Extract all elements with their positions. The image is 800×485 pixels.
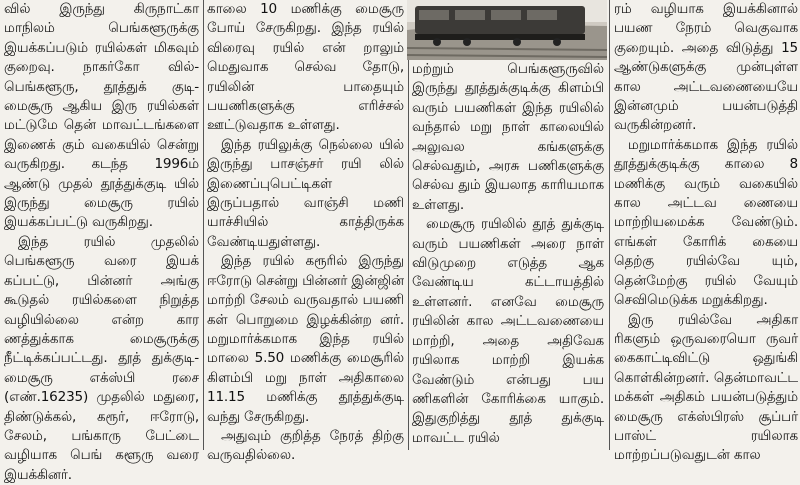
column-1-paragraph-2: இந்த ரயில் முதலில் பெங்களூரு வரை இயக் கப்பட்டு, பின்னர் அங்கு கூடுதல் ரயில்களை நிறுத்த வழியில்லை என்ற கார ணத்துக்காக மைசூருக்கு நீட்டிக்கப்பட்டது. தூத் துக்குடி- மைசூரு எக்ஸ்பி ரசை (எண்.16235) முதலில் மதுரை, திண்டுக்கல், கரூர், ஈரோடு, சேலம், பங்காரு பேட்டை வழியாக பெங் களூரு வரை இயக்கினர்.	[4, 233, 199, 483]
column-2-paragraph-2: இந்த ரயிலுக்கு நெல்லை யில் இருந்து பாசஞ்சர் ரயி லில் இணைப்புபெட்டிகள் இருப்பதால் வாஞ்சி மணி யாச்சியில் காத்திருக்க வேண்டியதுள்ளது.	[207, 136, 404, 250]
column-3-paragraph-1: மற்றும் பெங்களூருவில் இருந்து தூத்துக்குடிக்கு கிளம்பி வரும் பயணிகள் இந்த ரயிலில் வந்தால் மறு நாள் காலையில் அலுவல கங்களுக்கு செல்வதும், அரசு பணிகளுக்கு செல்வ தும் இயலாத காரியமாக உள்ளது.	[412, 61, 604, 213]
column-4-paragraph-1: ரம் வழியாக இயக்கினால் பயண நேரம் வெகுவாக குறையும். அதை விடுத்து 15 ஆண்டுகளுக்கு முன்புள்ள கால அட்டவணையையே இன்னமும் பயன்படுத்தி வருகின்றனர்.	[614, 1, 798, 134]
column-divider	[203, 0, 204, 450]
column-3	[412, 60, 604, 450]
column-4	[614, 0, 798, 464]
column-divider	[609, 0, 610, 450]
column-1	[4, 0, 199, 483]
column-2-paragraph-4: அதுவும் குறித்த நேரத் திற்கு வருவதில்லை.	[207, 427, 404, 464]
column-2-paragraph-3: இந்த ரயில் கரூரில் இருந்து ஈரோடு சென்று பின்னர் இன்ஜின் மாற்றி சேலம் வருவதால் பயணி கள் பொறுமை இழக்கின்ற னர். மறுமார்க்கமாக இந்த ரயில் மாலை 5.50 மணிக்கு மைசூரில் கிளம்பி மறு நாள் அதிகாலை 11.15 மணிக்கு தூத்துக்குடி வந்து சேருகிறது.	[207, 253, 404, 425]
column-2-paragraph-1: காலை 10 மணிக்கு மைசூரு போய் சேருகிறது. இந்த ரயில் விரைவு ரயில் என் றாலும் மெதுவாக செல்வ தோடு, ரயிலின் பாதையும் பயணிகளுக்கு எரிச்சல் ஊட்டுவதாக உள்ளது.	[207, 1, 404, 134]
column-4-paragraph-3: இரு ரயில்வே அதிகா ரிகளும் ஒருவரையொ ருவர் கைகாட்டிவிட்டு ஒதுங்கி கொள்கின்றனர். தென்மாவட்ட மக்கள் அதிகம் பயன்படுத்தும் மைசூரு எக்ஸ்பிரஸ் சூப்பர் பாஸ்ட் ரயிலாக மாற்றப்படுவதுடன் கால	[614, 311, 798, 464]
column-4-paragraph-2: மறுமார்க்கமாக இந்த ரயில் தூத்துக்குடிக்கு காலை 8 மணிக்கு வரும் வகையில் கால அட்டவ ணையை மாற்றியமைக்க வேண்டும். எங்கள் கோரிக் கையை தெற்கு ரயில்வே யும், தென்மேற்கு ரயில் வேயும் செவிமெடுக்க மறுக்கிறது.	[614, 136, 798, 309]
train-photo-graphic	[407, 0, 607, 60]
column-1-paragraph-1: வில் இருந்து கிருநாட்கா மாநிலம் பெங்களூருக்கு இயக்கப்படும் ரயில்கள் மிகவும் குறைவு. நாகர்கோ வில்-பெங்களூரு, தூத்துக் குடி-மைசூரு ஆகிய இரு ரயில்கள் மட்டுமே தென் மாவட்டங்களை இணைக் கும் வகையில் சென்று வருகிறது. கடந்த 1996ம் ஆண்டு முதல் தூத்துக்குடி யில் இருந்து மைசூரு ரயில் இயக்கப்பட்டு வருகிறது.	[4, 1, 199, 231]
column-2	[207, 0, 404, 464]
column-divider	[408, 60, 409, 450]
column-3-paragraph-2: மைசூரு ரயிலில் தூத் துக்குடி வரும் பயணிகள் அரை நாள் விடுமுறை எடுத்த ஆக வேண்டிய கட்டாயத்தில் உள்ளனர். எனவே மைசூரு ரயிலின் கால அட்டவணையை மாற்றி, அதை அதிவேக ரயிலாக மாற்றி இயக்க வேண்டும் என்பது பய ணிகளின் கோரிக்கை யாகும். இதுகுறித்து தூத் துக்குடி மாவட்ட ரயில்	[412, 216, 604, 446]
train-photo	[407, 0, 607, 60]
